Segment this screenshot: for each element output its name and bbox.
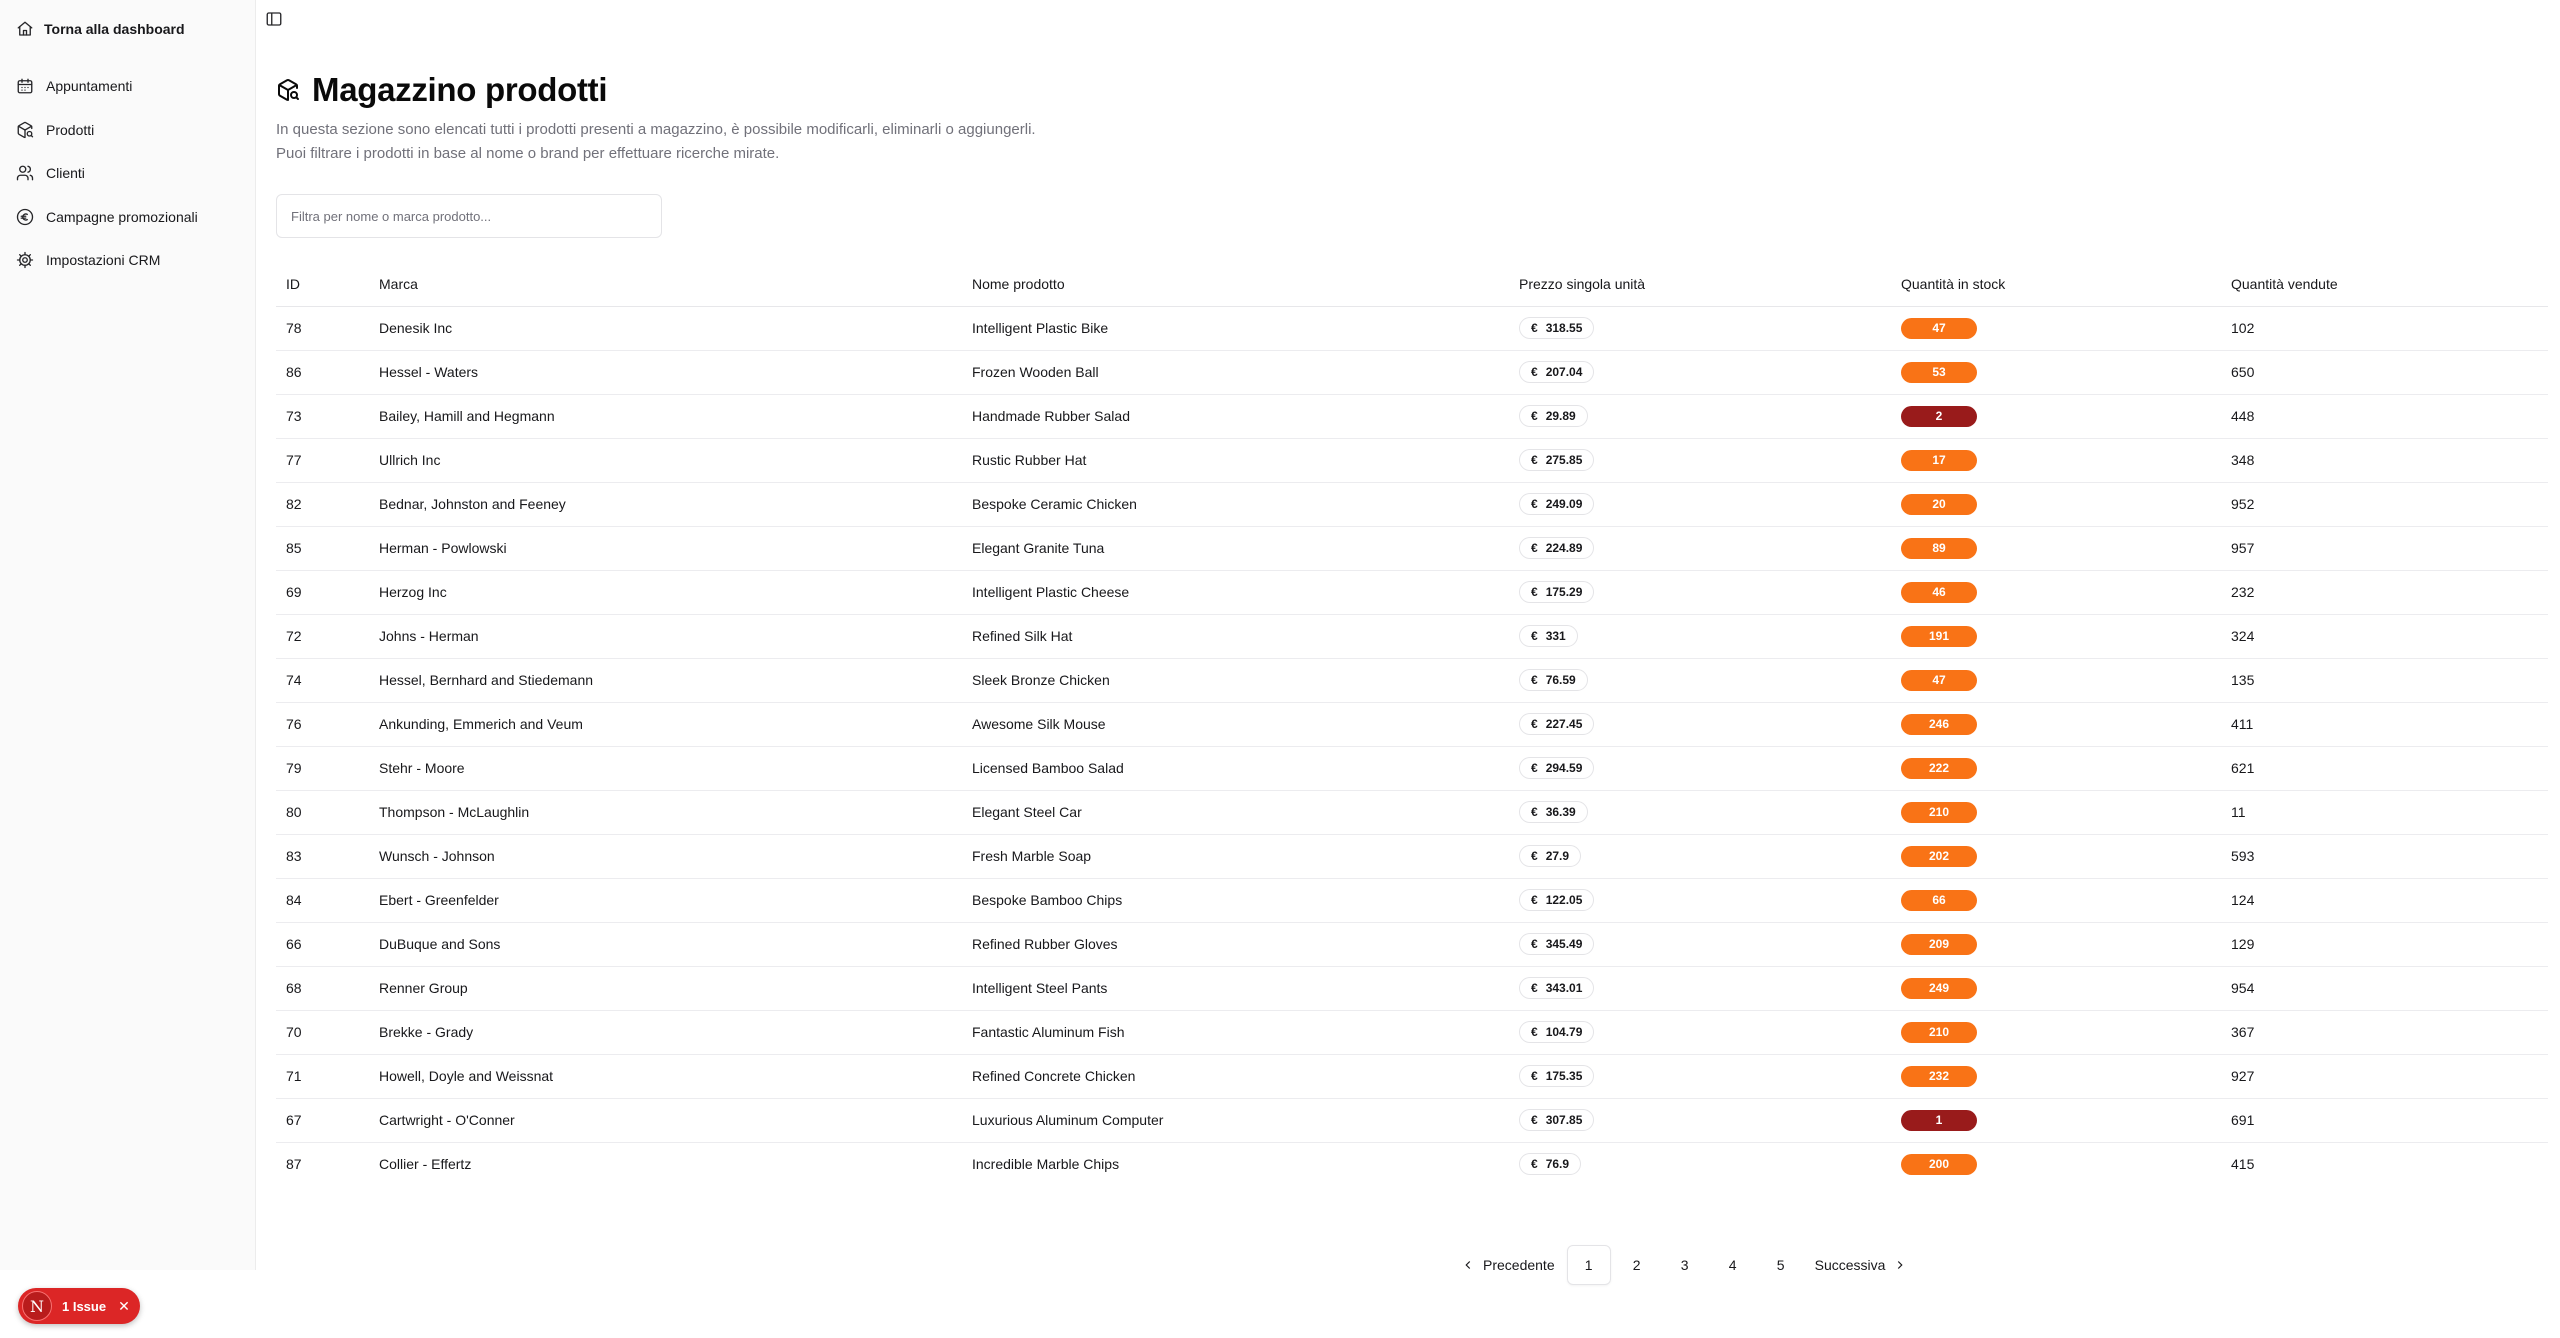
cell-stock: [1891, 746, 2221, 790]
column-header-price: Prezzo singola unità: [1509, 262, 1891, 306]
stock-badge: 1: [1901, 1110, 1977, 1131]
cell-id: 71: [276, 1054, 369, 1098]
price-badge: [1519, 845, 1581, 867]
table-row[interactable]: [276, 878, 2548, 922]
euro-circle-icon: [16, 208, 34, 226]
cell-stock: [1891, 614, 2221, 658]
cell-stock: [1891, 966, 2221, 1010]
cell-product-name: Refined Rubber Gloves: [962, 922, 1509, 966]
cell-brand: DuBuque and Sons: [369, 922, 962, 966]
cell-product-name: Fantastic Aluminum Fish: [962, 1010, 1509, 1054]
cell-brand: Stehr - Moore: [369, 746, 962, 790]
price-value: 343.01: [1545, 981, 1583, 995]
sidebar-item-appuntamenti[interactable]: [16, 72, 242, 100]
stock-badge: 246: [1901, 714, 1977, 735]
currency-symbol: €: [1531, 981, 1538, 995]
price-value: 122.05: [1545, 893, 1583, 907]
cell-sold: 593: [2221, 834, 2548, 878]
products-table: [276, 262, 2548, 1186]
cell-stock: [1891, 482, 2221, 526]
sidebar-item-clienti[interactable]: [16, 159, 242, 187]
cell-brand: Herzog Inc: [369, 570, 962, 614]
cell-id: 86: [276, 350, 369, 394]
cell-price: [1509, 834, 1891, 878]
price-value: 36.39: [1545, 805, 1576, 819]
cell-stock: [1891, 306, 2221, 350]
cell-brand: Johns - Herman: [369, 614, 962, 658]
cell-id: 77: [276, 438, 369, 482]
cell-brand: Hessel, Bernhard and Stiedemann: [369, 658, 962, 702]
currency-symbol: €: [1531, 321, 1538, 335]
users-icon: [16, 164, 34, 182]
page-header: [276, 71, 607, 109]
cell-brand: Thompson - McLaughlin: [369, 790, 962, 834]
cell-brand: Ankunding, Emmerich and Veum: [369, 702, 962, 746]
cell-sold: 102: [2221, 306, 2548, 350]
column-header-stock: Quantità in stock: [1891, 262, 2221, 306]
stock-badge: 2: [1901, 406, 1977, 427]
column-header-name: Nome prodotto: [962, 262, 1509, 306]
price-value: 294.59: [1545, 761, 1583, 775]
page-2-button[interactable]: 2: [1632, 1257, 1641, 1273]
cell-id: 85: [276, 526, 369, 570]
stock-badge: 20: [1901, 494, 1977, 515]
cell-sold: 232: [2221, 570, 2548, 614]
price-badge: [1519, 801, 1588, 823]
table-row[interactable]: [276, 1142, 2548, 1186]
cell-sold: 129: [2221, 922, 2548, 966]
currency-symbol: €: [1531, 805, 1538, 819]
table-row[interactable]: [276, 1054, 2548, 1098]
cell-brand: Hessel - Waters: [369, 350, 962, 394]
price-value: 345.49: [1545, 937, 1583, 951]
cell-product-name: Sleek Bronze Chicken: [962, 658, 1509, 702]
cell-stock: [1891, 394, 2221, 438]
cell-stock: [1891, 834, 2221, 878]
cell-brand: Cartwright - O'Conner: [369, 1098, 962, 1142]
stock-badge: 222: [1901, 758, 1977, 779]
cell-stock: [1891, 878, 2221, 922]
sidebar-item-campagne-promozionali[interactable]: [16, 203, 242, 231]
price-badge: [1519, 933, 1594, 955]
price-badge: [1519, 1021, 1594, 1043]
column-header-sold: Quantità vendute: [2221, 262, 2548, 306]
cell-product-name: Refined Silk Hat: [962, 614, 1509, 658]
cell-sold: 124: [2221, 878, 2548, 922]
cell-product-name: Elegant Granite Tuna: [962, 526, 1509, 570]
table-row[interactable]: [276, 966, 2548, 1010]
stock-badge: 47: [1901, 318, 1977, 339]
price-badge: [1519, 889, 1594, 911]
cell-price: [1509, 438, 1891, 482]
cell-price: [1509, 966, 1891, 1010]
chevron-left-icon: [1461, 1258, 1475, 1272]
stock-badge: 191: [1901, 626, 1977, 647]
description-line: Puoi filtrare i prodotti in base al nome o brand per effettuare ricerche mirate.: [276, 145, 780, 162]
sidebar-toggle-button[interactable]: [263, 8, 285, 30]
cell-brand: Wunsch - Johnson: [369, 834, 962, 878]
cell-product-name: Elegant Steel Car: [962, 790, 1509, 834]
cell-stock: [1891, 922, 2221, 966]
table-row[interactable]: [276, 834, 2548, 878]
currency-symbol: €: [1531, 673, 1538, 687]
next-page-button[interactable]: [1805, 1245, 1918, 1285]
pagination: [1451, 1243, 1917, 1287]
cell-id: 84: [276, 878, 369, 922]
price-value: 76.59: [1545, 673, 1576, 687]
currency-symbol: €: [1531, 717, 1538, 731]
price-value: 104.79: [1545, 1025, 1583, 1039]
page-description: [276, 118, 1676, 166]
cell-price: [1509, 614, 1891, 658]
table-row[interactable]: [276, 746, 2548, 790]
cell-price: [1509, 1098, 1891, 1142]
table-row[interactable]: [276, 1098, 2548, 1142]
price-badge: [1519, 757, 1594, 779]
table-row[interactable]: [276, 658, 2548, 702]
stock-badge: 200: [1901, 1154, 1977, 1175]
products-table-wrapper: [276, 262, 2548, 1186]
price-value: 175.29: [1545, 585, 1583, 599]
sidebar-item-label: Impostazioni CRM: [46, 252, 161, 268]
sidebar-item-impostazioni-crm[interactable]: [16, 246, 242, 274]
currency-symbol: €: [1531, 585, 1538, 599]
page-title: Magazzino prodotti: [312, 71, 608, 108]
cell-stock: [1891, 1010, 2221, 1054]
price-badge: [1519, 669, 1588, 691]
calendar-icon: [16, 77, 34, 95]
currency-symbol: €: [1531, 1113, 1538, 1127]
cell-product-name: Bespoke Bamboo Chips: [962, 878, 1509, 922]
stock-badge: 202: [1901, 846, 1977, 867]
page-1-button[interactable]: 1: [1567, 1245, 1611, 1285]
cell-price: [1509, 570, 1891, 614]
cell-sold: 691: [2221, 1098, 2548, 1142]
package-search-icon: [16, 121, 34, 139]
back-label: Torna alla dashboard: [44, 21, 185, 37]
table-row[interactable]: [276, 702, 2548, 746]
price-value: 207.04: [1545, 365, 1583, 379]
previous-label: Precedente: [1483, 1257, 1555, 1273]
cell-sold: 415: [2231, 1156, 2255, 1173]
cell-id: 87: [286, 1156, 302, 1173]
stock-badge: 232: [1901, 1066, 1977, 1087]
cell-product-name: Bespoke Ceramic Chicken: [962, 482, 1509, 526]
table-row[interactable]: [276, 526, 2548, 570]
price-badge: [1519, 977, 1594, 999]
price-value: 29.89: [1545, 409, 1576, 423]
cell-stock: [1891, 526, 2221, 570]
cell-id: 67: [276, 1098, 369, 1142]
currency-symbol: €: [1531, 937, 1538, 951]
cell-stock: [1891, 1098, 2221, 1142]
price-badge: [1519, 713, 1594, 735]
cell-price: [1509, 306, 1891, 350]
cell-id: 80: [276, 790, 369, 834]
cell-product-name: Intelligent Steel Pants: [962, 966, 1509, 1010]
product-filter-input[interactable]: [276, 194, 662, 238]
price-badge: [1519, 1109, 1594, 1131]
cell-stock: [1891, 570, 2221, 614]
cell-brand: Bednar, Johnston and Feeney: [369, 482, 962, 526]
cell-id: 83: [276, 834, 369, 878]
stock-badge: 210: [1901, 802, 1977, 823]
sidebar-item-label: Campagne promozionali: [46, 208, 198, 225]
cell-sold: 11: [2221, 790, 2548, 834]
cell-id: 79: [276, 746, 369, 790]
cell-product-name: Luxurious Aluminum Computer: [962, 1098, 1509, 1142]
cell-stock: [1891, 1142, 2221, 1186]
currency-symbol: €: [1531, 761, 1538, 775]
cell-brand: Ebert - Greenfelder: [369, 878, 962, 922]
cell-stock: [1891, 438, 2221, 482]
cell-brand: Herman - Powlowski: [369, 526, 962, 570]
cell-product-name: Fresh Marble Soap: [962, 834, 1509, 878]
stock-badge: 209: [1901, 934, 1977, 955]
table-row[interactable]: [276, 922, 2548, 966]
cell-id: 66: [276, 922, 369, 966]
close-icon[interactable]: ✕: [118, 1297, 130, 1314]
table-row[interactable]: [276, 482, 2548, 526]
price-badge: [1519, 1153, 1581, 1175]
stock-badge: 249: [1901, 978, 1977, 999]
table-row[interactable]: [276, 790, 2548, 834]
stock-badge: 17: [1901, 450, 1977, 471]
previous-page-button[interactable]: [1451, 1245, 1565, 1285]
cell-stock: [1891, 1054, 2221, 1098]
cell-price: [1509, 1054, 1891, 1098]
sidebar: [0, 0, 256, 1270]
price-badge: [1519, 537, 1594, 559]
cell-id: 72: [276, 614, 369, 658]
cell-sold: 411: [2221, 702, 2548, 746]
cell-product-name: Rustic Rubber Hat: [962, 438, 1509, 482]
price-badge: [1519, 581, 1594, 603]
table-row[interactable]: [276, 394, 2548, 438]
cell-price: [1509, 746, 1891, 790]
cell-price: [1509, 1142, 1891, 1186]
sidebar-item-label: Clienti: [46, 165, 85, 181]
cell-brand: Renner Group: [369, 966, 962, 1010]
cell-price: [1509, 1010, 1891, 1054]
cell-sold: 927: [2221, 1054, 2548, 1098]
table-row[interactable]: [276, 570, 2548, 614]
cell-product-name: Frozen Wooden Ball: [962, 350, 1509, 394]
cell-price: [1509, 790, 1891, 834]
cell-brand: Denesik Inc: [369, 306, 962, 350]
cell-sold: 135: [2221, 658, 2548, 702]
cell-product-name: Refined Concrete Chicken: [962, 1054, 1509, 1098]
table-row[interactable]: [276, 306, 2548, 350]
page-5-button[interactable]: 5: [1776, 1257, 1785, 1273]
cell-price: [1509, 482, 1891, 526]
cell-price: [1509, 922, 1891, 966]
price-value: 307.85: [1545, 1113, 1583, 1127]
table-header-row: [276, 262, 2548, 306]
issues-count: 1 Issue: [62, 1298, 107, 1314]
price-value: 175.35: [1545, 1069, 1583, 1083]
cell-stock: [1891, 658, 2221, 702]
cell-brand: Howell, Doyle and Weissnat: [369, 1054, 962, 1098]
stock-badge: 46: [1901, 582, 1977, 603]
currency-symbol: €: [1531, 409, 1538, 423]
currency-symbol: €: [1531, 1069, 1538, 1083]
price-value: 27.9: [1545, 849, 1570, 863]
sidebar-nav: [16, 72, 242, 290]
nextjs-logo-icon: N: [22, 1291, 52, 1321]
price-value: 76.9: [1545, 1157, 1570, 1172]
cell-id: 68: [276, 966, 369, 1010]
cell-price: [1509, 526, 1891, 570]
page-3-button[interactable]: 3: [1680, 1257, 1689, 1273]
cell-id: 82: [276, 482, 369, 526]
price-badge: [1519, 405, 1588, 427]
cell-product-name: Intelligent Plastic Cheese: [962, 570, 1509, 614]
price-badge: [1519, 1065, 1594, 1087]
panel-left-icon: [265, 10, 283, 28]
cell-price: [1509, 878, 1891, 922]
price-value: 249.09: [1545, 497, 1583, 511]
cell-sold: 448: [2221, 394, 2548, 438]
stock-badge: 210: [1901, 1022, 1977, 1043]
issues-badge[interactable]: [18, 1288, 140, 1324]
price-badge: [1519, 625, 1578, 647]
cell-brand: Collier - Effertz: [379, 1156, 472, 1173]
cell-sold: 952: [2221, 482, 2548, 526]
currency-symbol: €: [1531, 541, 1538, 555]
currency-symbol: €: [1531, 629, 1538, 643]
stock-badge: 47: [1901, 670, 1977, 691]
cell-id: 74: [276, 658, 369, 702]
cell-price: [1509, 702, 1891, 746]
sidebar-item-label: Prodotti: [46, 121, 95, 138]
cell-product-name: Handmade Rubber Salad: [962, 394, 1509, 438]
cell-id: 69: [276, 570, 369, 614]
table-row[interactable]: [276, 438, 2548, 482]
cell-id: 76: [276, 702, 369, 746]
cell-price: [1509, 350, 1891, 394]
cell-brand: Brekke - Grady: [369, 1010, 962, 1054]
cell-brand: Bailey, Hamill and Hegmann: [369, 394, 962, 438]
column-header-id: ID: [276, 262, 369, 306]
price-value: 275.85: [1545, 453, 1583, 467]
home-icon: [16, 20, 34, 38]
currency-symbol: €: [1531, 365, 1538, 379]
currency-symbol: €: [1531, 849, 1538, 863]
price-badge: [1519, 317, 1594, 339]
cell-price: [1509, 394, 1891, 438]
cell-sold: 954: [2221, 966, 2548, 1010]
cell-sold: 324: [2221, 614, 2548, 658]
table-row[interactable]: [276, 350, 2548, 394]
gear-icon: [16, 251, 34, 269]
cell-brand: Ullrich Inc: [369, 438, 962, 482]
price-badge: [1519, 361, 1594, 383]
price-value: 224.89: [1545, 541, 1583, 555]
currency-symbol: €: [1531, 497, 1538, 511]
cell-sold: 348: [2221, 438, 2548, 482]
stock-badge: 89: [1901, 538, 1977, 559]
price-value: 318.55: [1545, 321, 1583, 335]
cell-product-name: Incredible Marble Chips: [972, 1156, 1120, 1173]
price-value: 227.45: [1545, 717, 1583, 731]
cell-id: 78: [276, 306, 369, 350]
currency-symbol: €: [1531, 1025, 1538, 1039]
currency-symbol: €: [1531, 893, 1538, 907]
price-badge: [1519, 449, 1594, 471]
cell-stock: [1891, 350, 2221, 394]
cell-sold: 621: [2221, 746, 2548, 790]
cell-sold: 650: [2221, 350, 2548, 394]
cell-sold: 367: [2221, 1010, 2548, 1054]
price-value: 331: [1545, 629, 1566, 643]
cell-product-name: Intelligent Plastic Bike: [962, 306, 1509, 350]
package-search-icon: [276, 78, 300, 102]
table-row[interactable]: [276, 614, 2548, 658]
cell-sold: 957: [2221, 526, 2548, 570]
cell-id: 70: [276, 1010, 369, 1054]
back-to-dashboard-link[interactable]: [16, 15, 185, 43]
sidebar-item-label: Appuntamenti: [46, 78, 133, 94]
chevron-right-icon: [1893, 1258, 1907, 1272]
cell-stock: [1891, 702, 2221, 746]
page-4-button[interactable]: 4: [1728, 1257, 1737, 1273]
price-badge: [1519, 493, 1594, 515]
cell-product-name: Licensed Bamboo Salad: [962, 746, 1509, 790]
sidebar-item-prodotti[interactable]: [16, 116, 242, 144]
currency-symbol: €: [1531, 453, 1538, 467]
cell-product-name: Awesome Silk Mouse: [962, 702, 1509, 746]
description-line: In questa sezione sono elencati tutti i prodotti presenti a magazzino, è possibile modificarli, eliminarli o aggiungerli.: [276, 121, 1036, 138]
table-row[interactable]: [276, 1010, 2548, 1054]
currency-symbol: €: [1531, 1157, 1538, 1172]
cell-id: 73: [276, 394, 369, 438]
column-header-brand: Marca: [369, 262, 962, 306]
stock-badge: 53: [1901, 362, 1977, 383]
cell-price: [1509, 658, 1891, 702]
stock-badge: 66: [1901, 890, 1977, 911]
cell-stock: [1891, 790, 2221, 834]
next-label: Successiva: [1814, 1257, 1886, 1273]
